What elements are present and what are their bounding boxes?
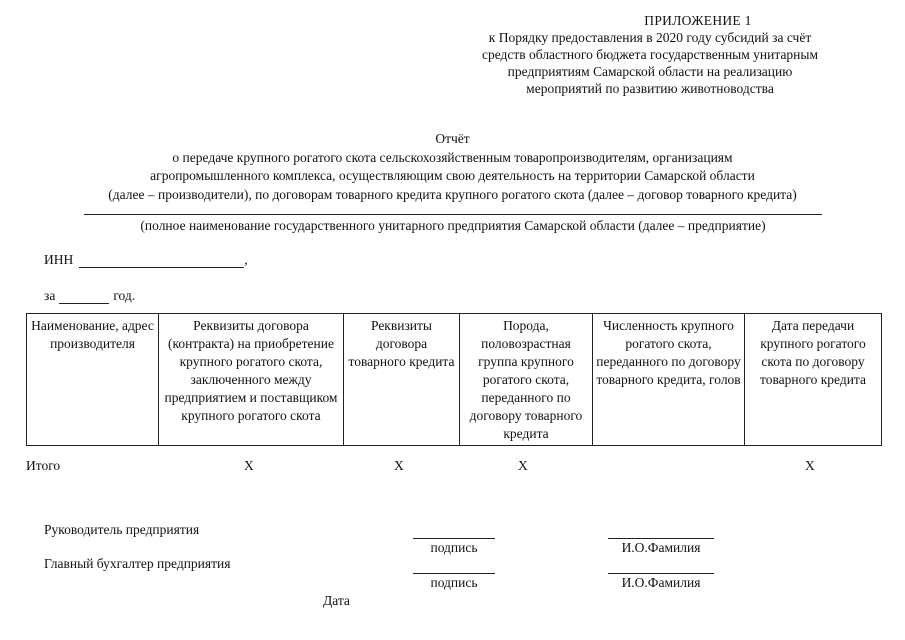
appendix-line: к Порядку предоставления в 2020 году субсидий за счёт — [488, 30, 812, 45]
report-title: Отчёт — [435, 131, 470, 146]
head-name-line — [608, 538, 714, 539]
total-mark: X — [805, 458, 815, 473]
report-heading — [0, 130, 905, 204]
col-header-purchase-contract: Реквизиты договора (контракта) на приобретение крупного рогатого скота, заключенного между предприятием и поставщиком крупного рогатого скота — [159, 314, 344, 446]
report-subtitle-line: агропромышленного комплекса, осуществляющим свою деятельность на территории Самарской области — [150, 168, 755, 183]
inn-suffix: , — [244, 252, 248, 267]
accountant-signature-caption: подпись — [430, 575, 478, 590]
head-signature-line — [413, 538, 495, 539]
period-suffix: год. — [113, 288, 136, 303]
col-header-transfer-date: Дата передачи крупного рогатого скота по договору товарного кредита — [745, 314, 882, 446]
report-table — [26, 313, 882, 446]
accountant-signature-line — [413, 573, 495, 574]
total-mark: X — [244, 458, 254, 473]
table-header-row — [27, 314, 882, 446]
inn-label: ИНН — [44, 252, 74, 267]
total-mark: X — [394, 458, 404, 473]
period-prefix: за — [44, 288, 56, 303]
report-subtitle-line: о передаче крупного рогатого скота сельскохозяйственным товаропроизводителям, организациям — [172, 149, 733, 165]
year-blank — [59, 289, 109, 304]
head-name-caption: И.О.Фамилия — [621, 540, 701, 555]
period-row — [44, 288, 135, 304]
appendix-line: мероприятий по развитию животноводства — [526, 81, 774, 96]
appendix-block — [440, 12, 860, 97]
col-header-headcount: Численность крупного рогатого скота, переданного по договору товарного кредита, голов — [593, 314, 745, 446]
total-label: Итого — [26, 458, 61, 473]
col-header-credit-contract: Реквизиты договора товарного кредита — [344, 314, 460, 446]
inn-blank — [79, 253, 244, 268]
fullname-blank-line — [84, 214, 822, 215]
date-label: Дата — [323, 593, 350, 608]
accountant-label: Главный бухгалтер предприятия — [44, 556, 231, 571]
appendix-line: предприятиям Самарской области на реализацию — [507, 64, 793, 79]
inn-row — [44, 252, 248, 268]
accountant-name-line — [608, 573, 714, 574]
report-subtitle-line: (далее – производители), по договорам товарного кредита крупного рогатого скота (далее – договор товарного кредита) — [108, 186, 797, 202]
appendix-line: средств областного бюджета государственным унитарным — [481, 47, 819, 62]
accountant-name-caption: И.О.Фамилия — [621, 575, 701, 590]
head-signature-caption: подпись — [430, 540, 478, 555]
col-header-breed: Порода, половозрастная группа крупного рогатого скота, переданного по договору товарного кредита — [460, 314, 593, 446]
head-label: Руководитель предприятия — [44, 522, 200, 537]
appendix-heading: ПРИЛОЖЕНИЕ 1 — [644, 13, 752, 28]
total-mark: X — [518, 458, 528, 473]
fullname-caption: (полное наименование государственного унитарного предприятия Самарской области (далее – предприятие) — [140, 218, 766, 233]
col-header-producer: Наименование, адрес производителя — [27, 314, 159, 446]
